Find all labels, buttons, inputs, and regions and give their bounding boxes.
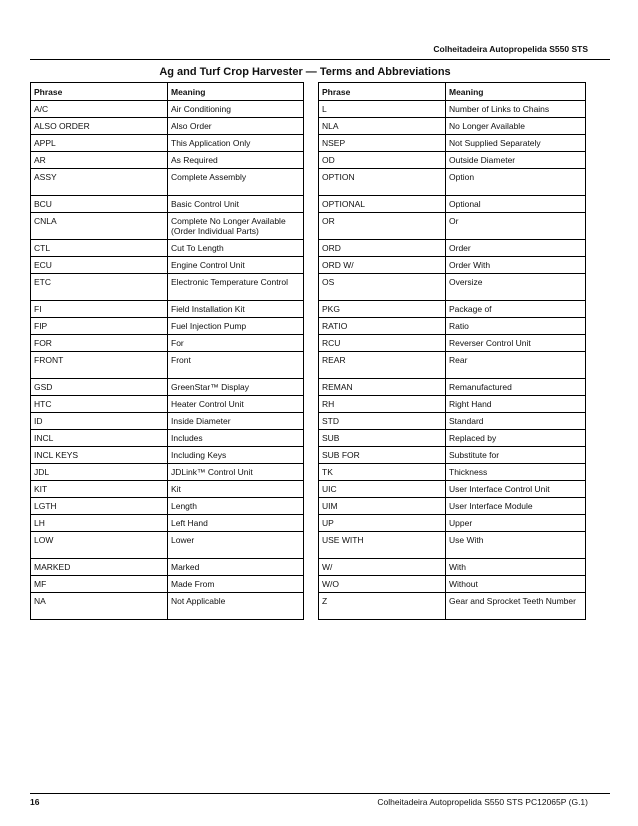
meaning-cell: Use With (446, 532, 586, 559)
phrase-cell: ASSY (31, 169, 168, 196)
meaning-cell: As Required (168, 152, 304, 169)
meaning-cell: Outside Diameter (446, 152, 586, 169)
column-gap (304, 169, 319, 196)
column-gap (304, 396, 319, 413)
meaning-cell: Made From (168, 576, 304, 593)
column-gap (304, 464, 319, 481)
meaning-cell: Thickness (446, 464, 586, 481)
phrase-cell: APPL (31, 135, 168, 152)
table-row (31, 515, 586, 532)
meaning-cell: Heater Control Unit (168, 396, 304, 413)
table-row (31, 413, 586, 430)
phrase-cell: JDL (31, 464, 168, 481)
table-row (31, 240, 586, 257)
table-row (31, 196, 586, 213)
phrase-cell: ALSO ORDER (31, 118, 168, 135)
table-row (31, 430, 586, 447)
table-body (31, 101, 586, 620)
meaning-cell: With (446, 559, 586, 576)
phrase-cell: BCU (31, 196, 168, 213)
phrase-cell: REMAN (319, 379, 446, 396)
meaning-cell: Not Applicable (168, 593, 304, 620)
phrase-cell: KIT (31, 481, 168, 498)
phrase-cell: MARKED (31, 559, 168, 576)
phrase-cell: INCL (31, 430, 168, 447)
phrase-cell: OS (319, 274, 446, 301)
phrase-cell: RH (319, 396, 446, 413)
phrase-cell: GSD (31, 379, 168, 396)
phrase-cell: ECU (31, 257, 168, 274)
table-row (31, 213, 586, 240)
phrase-cell: SUB (319, 430, 446, 447)
table-row (31, 152, 586, 169)
meaning-cell: Option (446, 169, 586, 196)
meaning-cell: Rear (446, 352, 586, 379)
meaning-cell: No Longer Available (446, 118, 586, 135)
meaning-cell: Cut To Length (168, 240, 304, 257)
meaning-cell: Number of Links to Chains (446, 101, 586, 118)
meaning-cell: Reverser Control Unit (446, 335, 586, 352)
phrase-cell: MF (31, 576, 168, 593)
column-header-meaning: Meaning (168, 83, 304, 101)
column-gap (304, 559, 319, 576)
meaning-cell: Air Conditioning (168, 101, 304, 118)
column-gap (304, 576, 319, 593)
column-gap (304, 101, 319, 118)
column-gap (304, 498, 319, 515)
meaning-cell: Replaced by (446, 430, 586, 447)
meaning-cell: Basic Control Unit (168, 196, 304, 213)
phrase-cell: RCU (319, 335, 446, 352)
column-gap (304, 447, 319, 464)
meaning-cell: This Application Only (168, 135, 304, 152)
phrase-cell: Z (319, 593, 446, 620)
column-gap (304, 83, 319, 101)
table-row (31, 447, 586, 464)
meaning-cell: Includes (168, 430, 304, 447)
meaning-cell: For (168, 335, 304, 352)
column-gap (304, 515, 319, 532)
phrase-cell: NSEP (319, 135, 446, 152)
phrase-cell: STD (319, 413, 446, 430)
meaning-cell: Without (446, 576, 586, 593)
phrase-cell: INCL KEYS (31, 447, 168, 464)
column-gap (304, 532, 319, 559)
phrase-cell: AR (31, 152, 168, 169)
column-gap (304, 301, 319, 318)
table-row (31, 169, 586, 196)
meaning-cell: Upper (446, 515, 586, 532)
phrase-cell: OR (319, 213, 446, 240)
phrase-cell: ID (31, 413, 168, 430)
phrase-cell: LOW (31, 532, 168, 559)
meaning-cell: Or (446, 213, 586, 240)
table-row (31, 576, 586, 593)
phrase-cell: ORD W/ (319, 257, 446, 274)
phrase-cell: OD (319, 152, 446, 169)
phrase-cell: FOR (31, 335, 168, 352)
meaning-cell: Field Installation Kit (168, 301, 304, 318)
meaning-cell: Standard (446, 413, 586, 430)
meaning-cell: Fuel Injection Pump (168, 318, 304, 335)
phrase-cell: HTC (31, 396, 168, 413)
column-gap (304, 152, 319, 169)
phrase-cell: UIM (319, 498, 446, 515)
table-row (31, 135, 586, 152)
column-gap (304, 274, 319, 301)
table-row (31, 257, 586, 274)
phrase-cell: UIC (319, 481, 446, 498)
phrase-cell: OPTION (319, 169, 446, 196)
meaning-cell: JDLink™ Control Unit (168, 464, 304, 481)
meaning-cell: Package of (446, 301, 586, 318)
phrase-cell: FIP (31, 318, 168, 335)
column-gap (304, 413, 319, 430)
phrase-cell: LGTH (31, 498, 168, 515)
table-row (31, 335, 586, 352)
table-row (31, 464, 586, 481)
meaning-cell: GreenStar™ Display (168, 379, 304, 396)
phrase-cell: USE WITH (319, 532, 446, 559)
column-gap (304, 481, 319, 498)
table-row (31, 379, 586, 396)
column-gap (304, 318, 319, 335)
phrase-cell: FI (31, 301, 168, 318)
phrase-cell: UP (319, 515, 446, 532)
meaning-cell: Complete Assembly (168, 169, 304, 196)
column-gap (304, 593, 319, 620)
phrase-cell: NLA (319, 118, 446, 135)
meaning-cell: Remanufactured (446, 379, 586, 396)
phrase-cell: CNLA (31, 213, 168, 240)
meaning-cell: User Interface Module (446, 498, 586, 515)
table-row (31, 559, 586, 576)
running-footer: Colheitadeira Autopropelida S550 STS PC12065P (G.1) (377, 797, 588, 807)
phrase-cell: CTL (31, 240, 168, 257)
phrase-cell: W/O (319, 576, 446, 593)
column-gap (304, 430, 319, 447)
phrase-cell: PKG (319, 301, 446, 318)
header-rule (30, 59, 610, 60)
column-gap (304, 352, 319, 379)
phrase-cell: FRONT (31, 352, 168, 379)
page-title: Ag and Turf Crop Harvester — Terms and Abbreviations (159, 66, 451, 78)
table-row (31, 274, 586, 301)
column-header-meaning: Meaning (446, 83, 586, 101)
meaning-cell: Kit (168, 481, 304, 498)
phrase-cell: ORD (319, 240, 446, 257)
table-header-row (31, 83, 586, 101)
column-header-phrase: Phrase (31, 83, 168, 101)
phrase-cell: NA (31, 593, 168, 620)
column-header-phrase: Phrase (319, 83, 446, 101)
meaning-cell: Including Keys (168, 447, 304, 464)
column-gap (304, 118, 319, 135)
meaning-cell: Oversize (446, 274, 586, 301)
footer-rule (30, 793, 610, 794)
meaning-cell: Length (168, 498, 304, 515)
table-row (31, 352, 586, 379)
phrase-cell: LH (31, 515, 168, 532)
column-gap (304, 135, 319, 152)
table-row (31, 301, 586, 318)
column-gap (304, 213, 319, 240)
meaning-cell: Substitute for (446, 447, 586, 464)
table-row (31, 118, 586, 135)
phrase-cell: A/C (31, 101, 168, 118)
column-gap (304, 257, 319, 274)
table-row (31, 532, 586, 559)
meaning-cell: Front (168, 352, 304, 379)
phrase-cell: W/ (319, 559, 446, 576)
table-row (31, 593, 586, 620)
meaning-cell: Marked (168, 559, 304, 576)
phrase-cell: OPTIONAL (319, 196, 446, 213)
phrase-cell: TK (319, 464, 446, 481)
abbreviations-table (30, 82, 586, 620)
table-row (31, 318, 586, 335)
meaning-cell: Optional (446, 196, 586, 213)
phrase-cell: REAR (319, 352, 446, 379)
table-row (31, 101, 586, 118)
column-gap (304, 335, 319, 352)
meaning-cell: Order With (446, 257, 586, 274)
meaning-cell: User Interface Control Unit (446, 481, 586, 498)
column-gap (304, 240, 319, 257)
meaning-cell: Complete No Longer Available (Order Individual Parts) (168, 213, 304, 240)
meaning-cell: Lower (168, 532, 304, 559)
meaning-cell: Electronic Temperature Control (168, 274, 304, 301)
meaning-cell: Not Supplied Separately (446, 135, 586, 152)
meaning-cell: Gear and Sprocket Teeth Number (446, 593, 586, 620)
phrase-cell: L (319, 101, 446, 118)
column-gap (304, 379, 319, 396)
running-header: Colheitadeira Autopropelida S550 STS (433, 44, 588, 54)
meaning-cell: Also Order (168, 118, 304, 135)
table-row (31, 396, 586, 413)
meaning-cell: Ratio (446, 318, 586, 335)
column-gap (304, 196, 319, 213)
phrase-cell: RATIO (319, 318, 446, 335)
table-row (31, 481, 586, 498)
meaning-cell: Engine Control Unit (168, 257, 304, 274)
page-number: 16 (30, 797, 40, 807)
meaning-cell: Right Hand (446, 396, 586, 413)
meaning-cell: Inside Diameter (168, 413, 304, 430)
meaning-cell: Left Hand (168, 515, 304, 532)
phrase-cell: SUB FOR (319, 447, 446, 464)
phrase-cell: ETC (31, 274, 168, 301)
meaning-cell: Order (446, 240, 586, 257)
table-row (31, 498, 586, 515)
